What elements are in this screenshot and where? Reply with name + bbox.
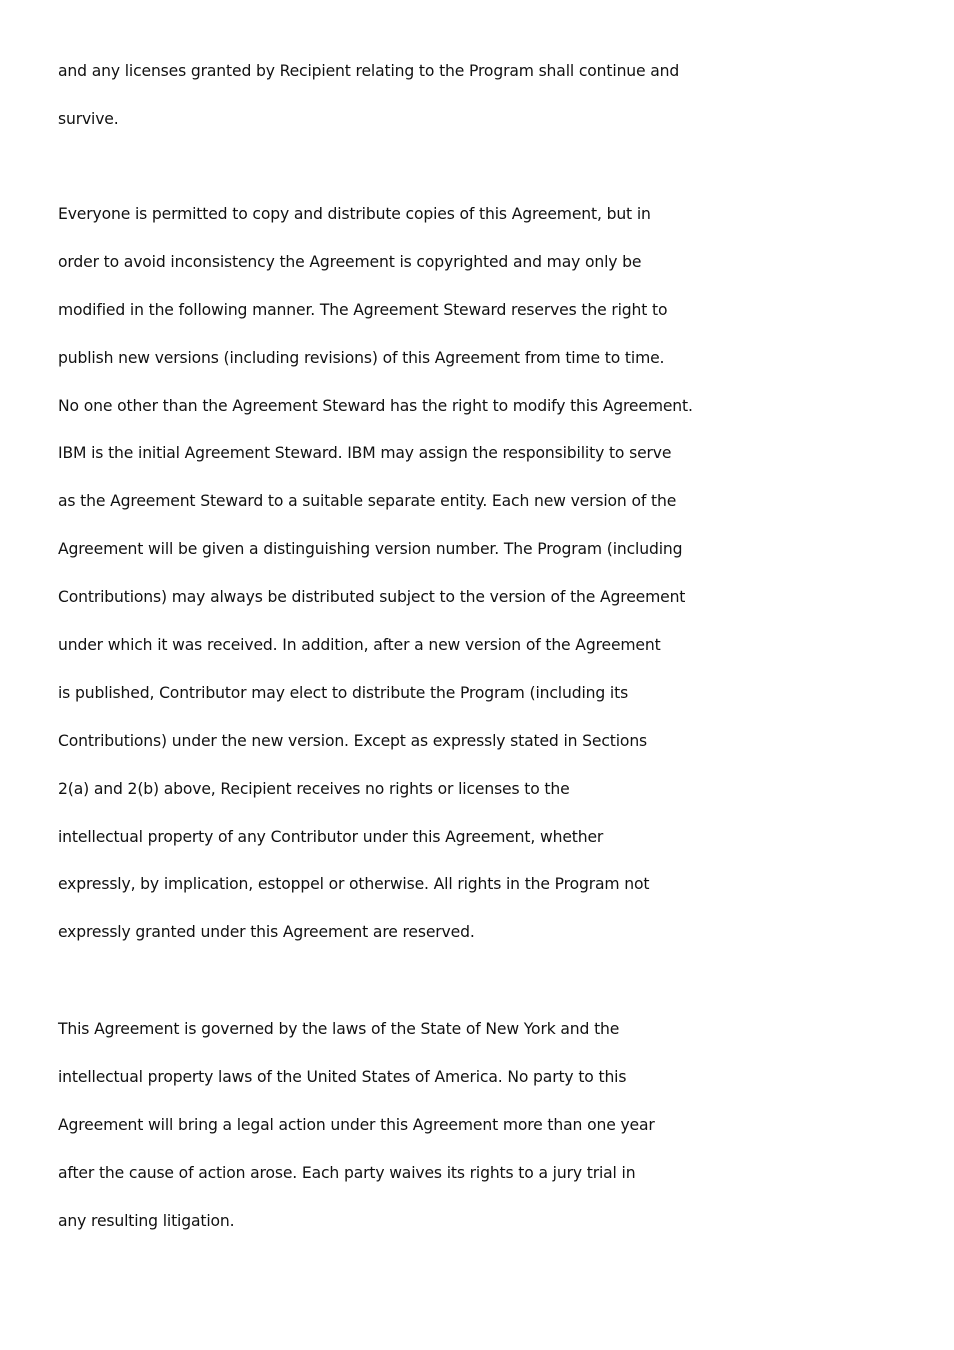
text-line: This Agreement is governed by the laws of the State of New York and the bbox=[58, 1020, 620, 1038]
text-line: publish new versions (including revisions) of this Agreement from time to time. bbox=[58, 348, 665, 367]
text-line: under which it was received. In addition, after a new version of the Agreement bbox=[58, 636, 661, 655]
text-line: No one other than the Agreement Steward has the right to modify this Agreement. bbox=[58, 396, 693, 415]
text-line: intellectual property of any Contributor under this Agreement, whether bbox=[58, 827, 604, 846]
text-line: expressly granted under this Agreement are reserved. bbox=[58, 923, 475, 942]
text-line: 2(a) and 2(b) above, Recipient receives no rights or licenses to the bbox=[58, 779, 570, 798]
text-line: Contributions) may always be distributed subject to the version of the Agreement bbox=[58, 588, 686, 607]
text-line: Agreement will bring a legal action under this Agreement more than one year bbox=[58, 1115, 655, 1134]
paragraph-agreement-versions bbox=[58, 191, 758, 957]
paragraph-license-survival bbox=[58, 48, 758, 144]
paragraph-governing-law bbox=[58, 1006, 758, 1245]
text-line: survive. bbox=[58, 109, 119, 128]
text-line: Contributions) under the new version. Except as expressly stated in Sections bbox=[58, 731, 648, 750]
text-line: is published, Contributor may elect to distribute the Program (including its bbox=[58, 683, 629, 702]
text-line: as the Agreement Steward to a suitable separate entity. Each new version of the bbox=[58, 492, 677, 511]
text-line: modified in the following manner. The Agreement Steward reserves the right to bbox=[58, 300, 668, 319]
text-line: intellectual property laws of the United States of America. No party to this bbox=[58, 1067, 627, 1086]
text-line: Agreement will be given a distinguishing version number. The Program (including bbox=[58, 540, 683, 559]
text-line: and any licenses granted by Recipient relating to the Program shall continue and bbox=[58, 62, 680, 80]
text-line: IBM is the initial Agreement Steward. IBM may assign the responsibility to serve bbox=[58, 444, 672, 463]
text-line: after the cause of action arose. Each party waives its rights to a jury trial in bbox=[58, 1163, 636, 1182]
text-line: order to avoid inconsistency the Agreement is copyrighted and may only be bbox=[58, 252, 642, 271]
text-line: expressly, by implication, estoppel or otherwise. All rights in the Program not bbox=[58, 875, 650, 894]
text-line: any resulting litigation. bbox=[58, 1211, 235, 1230]
text-line: Everyone is permitted to copy and distribute copies of this Agreement, but in bbox=[58, 205, 651, 223]
